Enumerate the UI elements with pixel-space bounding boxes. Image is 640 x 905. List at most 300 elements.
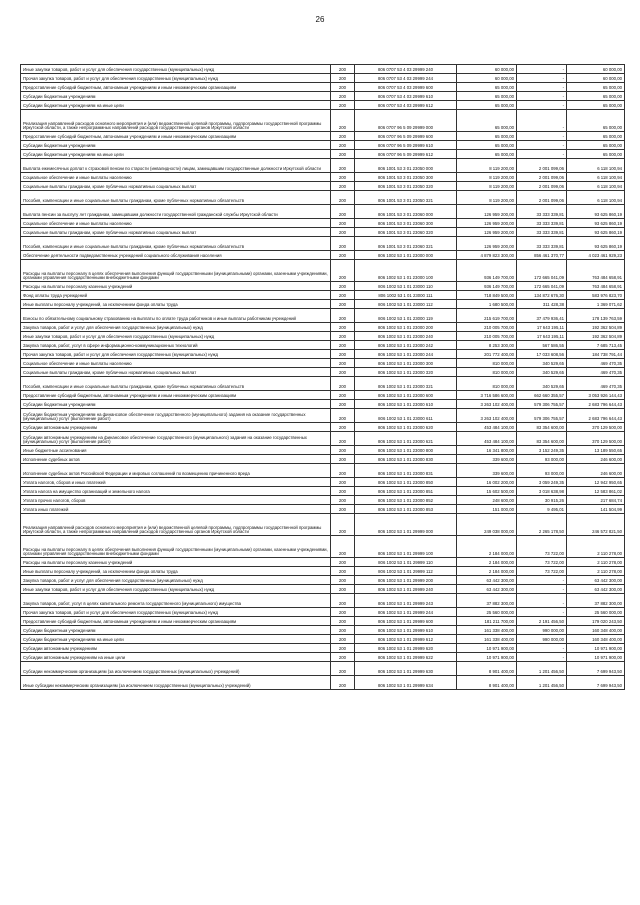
- row-name-cell: Прочая закупка товаров, работ и услуг для обеспечения государственных (муниципальных) нужд: [21, 74, 331, 83]
- row-approved-cell: 201 772 400,00: [457, 350, 517, 359]
- table-row: [21, 219, 625, 228]
- row-unexecuted-cell: 65 000,00: [567, 101, 625, 110]
- row-name-cell: Социальные выплаты гражданам, кроме публичных нормативных социальных выплат: [21, 182, 331, 191]
- row-code-cell: 200: [331, 323, 355, 332]
- row-classification-cell: 806 1002 53 1 01 29999 622: [355, 653, 457, 662]
- row-classification-cell: 806 1002 53 1 01 23000 240: [355, 332, 457, 341]
- row-name-cell: Реализация направлений расходов основного мероприятия и (или) ведомственной целевой программы, подпрограммы государственной программы Иркутской области, а также непрограммных направлений расходов государственных органов Иркутской области: [21, 514, 331, 536]
- row-name-cell: Предоставление субсидий бюджетным, автономным учреждениям и иным некоммерческим организациям: [21, 617, 331, 626]
- row-unexecuted-cell: 13 189 550,65: [567, 446, 625, 455]
- row-executed-cell: 856 461 370,77: [517, 251, 567, 260]
- row-classification-cell: 806 1002 53 1 01 23000 321: [355, 377, 457, 391]
- table-row: [21, 409, 625, 423]
- row-code-cell: 200: [331, 558, 355, 567]
- row-unexecuted-cell: 160 348 400,00: [567, 635, 625, 644]
- row-code-cell: 200: [331, 300, 355, 309]
- row-executed-cell: 1 201 456,50: [517, 676, 567, 690]
- row-code-cell: 200: [331, 332, 355, 341]
- row-classification-cell: 806 1001 53 3 01 23060 300: [355, 219, 457, 228]
- row-executed-cell: 33 333 339,81: [517, 219, 567, 228]
- table-row: [21, 92, 625, 101]
- row-approved-cell: 181 211 700,00: [457, 617, 517, 626]
- row-approved-cell: 453 484 100,00: [457, 423, 517, 432]
- row-code-cell: 200: [331, 65, 355, 74]
- row-executed-cell: 340 529,65: [517, 377, 567, 391]
- table-row: [21, 505, 625, 514]
- row-approved-cell: 2 184 000,00: [457, 536, 517, 558]
- row-classification-cell: 806 1002 53 1 01 23000 800: [355, 446, 457, 455]
- row-approved-cell: 8 253 300,00: [457, 341, 517, 350]
- row-code-cell: 200: [331, 205, 355, 219]
- row-approved-cell: 65 000,00: [457, 141, 517, 150]
- row-executed-cell: 134 872 676,30: [517, 291, 567, 300]
- row-approved-cell: 10 971 900,00: [457, 644, 517, 653]
- row-name-cell: Субсидии автономным учреждениям: [21, 423, 331, 432]
- row-unexecuted-cell: 60 000,00: [567, 65, 625, 74]
- row-approved-cell: 1 680 500,00: [457, 300, 517, 309]
- row-approved-cell: 3 716 586 600,00: [457, 391, 517, 400]
- table-row: [21, 101, 625, 110]
- row-approved-cell: 60 000,00: [457, 74, 517, 83]
- row-code-cell: 200: [331, 309, 355, 323]
- row-executed-cell: 2 191 456,50: [517, 617, 567, 626]
- table-row: [21, 323, 625, 332]
- row-code-cell: 200: [331, 341, 355, 350]
- row-executed-cell: -: [517, 150, 567, 159]
- row-code-cell: 200: [331, 291, 355, 300]
- row-approved-cell: 161 338 400,00: [457, 635, 517, 644]
- row-name-cell: Предоставление субсидий бюджетным, автономным учреждениям и иным некоммерческим организациям: [21, 391, 331, 400]
- row-classification-cell: 806 0707 96 5 09 29999 000: [355, 110, 457, 132]
- row-code-cell: 200: [331, 110, 355, 132]
- table-row: [21, 662, 625, 676]
- row-name-cell: Иные бюджетные ассигнования: [21, 446, 331, 455]
- row-unexecuted-cell: 6 118 100,94: [567, 191, 625, 205]
- row-unexecuted-cell: 2 683 796 644,43: [567, 400, 625, 409]
- table-row: [21, 173, 625, 182]
- row-approved-cell: 453 484 100,00: [457, 432, 517, 446]
- table-row: [21, 159, 625, 173]
- table-row: [21, 594, 625, 608]
- row-approved-cell: 8 119 200,00: [457, 182, 517, 191]
- table-row: [21, 400, 625, 409]
- row-name-cell: Реализация направлений расходов основного мероприятия и (или) ведомственной целевой программы, подпрограммы государственной программы Иркутской области, а также непрограммных направлений расходов государственных органов Иркутской области: [21, 110, 331, 132]
- row-unexecuted-cell: 10 971 900,00: [567, 644, 625, 653]
- table-row: [21, 141, 625, 150]
- table-row: [21, 478, 625, 487]
- row-approved-cell: 8 119 200,00: [457, 173, 517, 182]
- row-classification-cell: 806 1001 53 3 01 23050 000: [355, 159, 457, 173]
- row-approved-cell: 215 619 700,00: [457, 309, 517, 323]
- row-name-cell: Социальные выплаты гражданам, кроме публичных нормативных социальных выплат: [21, 228, 331, 237]
- row-code-cell: 200: [331, 567, 355, 576]
- row-unexecuted-cell: 6 118 100,94: [567, 159, 625, 173]
- row-executed-cell: 17 643 195,11: [517, 332, 567, 341]
- row-name-cell: Прочая закупка товаров, работ и услуг для обеспечения государственных (муниципальных) нужд: [21, 350, 331, 359]
- row-executed-cell: -: [517, 65, 567, 74]
- row-approved-cell: 4 879 823 300,00: [457, 251, 517, 260]
- row-code-cell: 200: [331, 159, 355, 173]
- row-classification-cell: 806 1002 53 1 01 23000 000: [355, 251, 457, 260]
- row-name-cell: Исполнение судебных актов: [21, 455, 331, 464]
- row-code-cell: 200: [331, 359, 355, 368]
- table-row: [21, 83, 625, 92]
- row-unexecuted-cell: 60 000,00: [567, 74, 625, 83]
- row-code-cell: 200: [331, 662, 355, 676]
- row-approved-cell: 65 000,00: [457, 110, 517, 132]
- row-unexecuted-cell: 1 369 071,62: [567, 300, 625, 309]
- row-classification-cell: 806 1002 53 1 01 29999 612: [355, 635, 457, 644]
- table-row: [21, 423, 625, 432]
- row-classification-cell: 806 1002 53 1 01 23000 621: [355, 432, 457, 446]
- row-executed-cell: -: [517, 576, 567, 585]
- row-unexecuted-cell: 184 738 791,44: [567, 350, 625, 359]
- row-executed-cell: -: [517, 585, 567, 594]
- table-row: [21, 237, 625, 251]
- table-row: [21, 487, 625, 496]
- row-classification-cell: 806 1002 53 1 01 29999 630: [355, 662, 457, 676]
- row-name-cell: Социальные выплаты гражданам, кроме публичных нормативных социальных выплат: [21, 368, 331, 377]
- row-code-cell: 200: [331, 368, 355, 377]
- row-approved-cell: 25 560 000,00: [457, 608, 517, 617]
- row-code-cell: 200: [331, 478, 355, 487]
- row-classification-cell: 806 1002 53 1 01 23000 830: [355, 455, 457, 464]
- row-unexecuted-cell: 12 942 950,65: [567, 478, 625, 487]
- row-approved-cell: 8 119 200,00: [457, 159, 517, 173]
- row-code-cell: 200: [331, 464, 355, 478]
- row-approved-cell: 210 005 700,00: [457, 323, 517, 332]
- row-unexecuted-cell: 763 484 658,91: [567, 282, 625, 291]
- row-approved-cell: 16 002 200,00: [457, 478, 517, 487]
- row-approved-cell: 248 600,00: [457, 496, 517, 505]
- row-executed-cell: 990 000,00: [517, 626, 567, 635]
- row-classification-cell: 806 1002 53 1 01 29999 200: [355, 576, 457, 585]
- row-unexecuted-cell: 7 699 943,50: [567, 662, 625, 676]
- table-row: [21, 205, 625, 219]
- row-code-cell: 200: [331, 182, 355, 191]
- row-code-cell: 200: [331, 377, 355, 391]
- row-name-cell: Иные закупки товаров, работ и услуг для обеспечения государственных (муниципальных) нужд: [21, 585, 331, 594]
- row-executed-cell: 340 529,65: [517, 359, 567, 368]
- row-unexecuted-cell: 63 442 300,00: [567, 576, 625, 585]
- row-classification-cell: 806 1002 53 1 01 23000 111: [355, 291, 457, 300]
- row-classification-cell: 806 1001 53 3 01 23050 320: [355, 182, 457, 191]
- row-executed-cell: -: [517, 141, 567, 150]
- row-unexecuted-cell: 93 625 860,19: [567, 237, 625, 251]
- row-classification-cell: 806 1002 53 1 01 23000 851: [355, 487, 457, 496]
- row-name-cell: Исполнение судебных актов Российской Федерации и мировых соглашений по возмещению причиненного вреда: [21, 464, 331, 478]
- row-executed-cell: 579 306 755,57: [517, 409, 567, 423]
- row-approved-cell: 15 602 500,00: [457, 487, 517, 496]
- row-unexecuted-cell: 65 000,00: [567, 92, 625, 101]
- row-unexecuted-cell: 583 976 823,70: [567, 291, 625, 300]
- row-code-cell: 200: [331, 487, 355, 496]
- row-approved-cell: 16 341 800,00: [457, 446, 517, 455]
- row-unexecuted-cell: 192 362 504,89: [567, 323, 625, 332]
- row-name-cell: Прочая закупка товаров, работ и услуг для обеспечения государственных (муниципальных) нужд: [21, 608, 331, 617]
- row-unexecuted-cell: 7 685 713,45: [567, 341, 625, 350]
- row-executed-cell: -: [517, 653, 567, 662]
- row-code-cell: 200: [331, 608, 355, 617]
- row-executed-cell: 172 665 041,09: [517, 282, 567, 291]
- row-approved-cell: 810 000,00: [457, 368, 517, 377]
- row-unexecuted-cell: 370 129 500,00: [567, 423, 625, 432]
- row-approved-cell: 10 971 900,00: [457, 653, 517, 662]
- row-unexecuted-cell: 763 484 658,91: [567, 260, 625, 282]
- table-body: [21, 65, 625, 690]
- row-unexecuted-cell: 2 683 796 644,43: [567, 409, 625, 423]
- row-classification-cell: 806 1002 53 1 01 29999 634: [355, 676, 457, 690]
- row-classification-cell: 806 1002 53 1 01 29999 100: [355, 536, 457, 558]
- row-classification-cell: 806 1002 53 1 01 23000 611: [355, 409, 457, 423]
- table-row: [21, 251, 625, 260]
- row-classification-cell: 806 1002 53 1 01 29999 600: [355, 617, 457, 626]
- row-code-cell: 200: [331, 219, 355, 228]
- row-executed-cell: 33 333 339,81: [517, 205, 567, 219]
- row-executed-cell: 17 033 608,56: [517, 350, 567, 359]
- row-code-cell: 200: [331, 141, 355, 150]
- row-code-cell: 200: [331, 626, 355, 635]
- row-code-cell: 200: [331, 505, 355, 514]
- row-unexecuted-cell: 12 583 861,02: [567, 487, 625, 496]
- row-classification-cell: 806 1002 53 1 01 29999 110: [355, 558, 457, 567]
- row-unexecuted-cell: 65 000,00: [567, 141, 625, 150]
- row-classification-cell: 806 0707 53 4 03 29999 244: [355, 74, 457, 83]
- row-executed-cell: 2 001 099,06: [517, 182, 567, 191]
- row-unexecuted-cell: 469 470,35: [567, 368, 625, 377]
- table-row: [21, 132, 625, 141]
- row-classification-cell: 806 1001 53 3 01 23050 321: [355, 191, 457, 205]
- row-executed-cell: 662 660 355,57: [517, 391, 567, 400]
- row-code-cell: 200: [331, 173, 355, 182]
- row-code-cell: 200: [331, 576, 355, 585]
- row-unexecuted-cell: 3 053 926 144,43: [567, 391, 625, 400]
- row-approved-cell: 126 959 200,00: [457, 205, 517, 219]
- row-unexecuted-cell: 469 470,35: [567, 359, 625, 368]
- table-row: [21, 110, 625, 132]
- row-name-cell: Расходы на выплаты персоналу казенных учреждений: [21, 282, 331, 291]
- row-executed-cell: 2 001 099,06: [517, 191, 567, 205]
- row-approved-cell: 249 038 000,00: [457, 514, 517, 536]
- row-approved-cell: 161 338 400,00: [457, 626, 517, 635]
- table-row: [21, 567, 625, 576]
- row-approved-cell: 718 849 500,00: [457, 291, 517, 300]
- row-classification-cell: 806 0707 53 4 03 29999 610: [355, 92, 457, 101]
- row-code-cell: 200: [331, 92, 355, 101]
- row-unexecuted-cell: 63 442 300,00: [567, 585, 625, 594]
- row-name-cell: Субсидии бюджетным учреждениям на иные цели: [21, 150, 331, 159]
- row-code-cell: 200: [331, 409, 355, 423]
- row-approved-cell: 126 959 200,00: [457, 228, 517, 237]
- row-classification-cell: 806 1002 53 1 01 23000 242: [355, 341, 457, 350]
- row-code-cell: 200: [331, 676, 355, 690]
- row-executed-cell: -: [517, 594, 567, 608]
- table-row: [21, 558, 625, 567]
- row-code-cell: 200: [331, 432, 355, 446]
- row-executed-cell: 3 018 638,98: [517, 487, 567, 496]
- row-unexecuted-cell: 65 000,00: [567, 150, 625, 159]
- row-classification-cell: 806 1002 53 1 01 29999 244: [355, 608, 457, 617]
- row-name-cell: Пособия, компенсации и иные социальные выплаты гражданам, кроме публичных нормативных обязательств: [21, 377, 331, 391]
- row-code-cell: 200: [331, 350, 355, 359]
- row-approved-cell: 936 149 700,00: [457, 260, 517, 282]
- row-approved-cell: 8 119 200,00: [457, 191, 517, 205]
- row-code-cell: 200: [331, 514, 355, 536]
- row-unexecuted-cell: 217 684,74: [567, 496, 625, 505]
- table-row: [21, 359, 625, 368]
- row-unexecuted-cell: 65 000,00: [567, 132, 625, 141]
- row-code-cell: 200: [331, 635, 355, 644]
- row-name-cell: Иные закупки товаров, работ и услуг для обеспечения государственных (муниципальных) нужд: [21, 332, 331, 341]
- table-row: [21, 182, 625, 191]
- row-name-cell: Субсидии бюджетным учреждениям: [21, 626, 331, 635]
- row-executed-cell: 73 722,00: [517, 558, 567, 567]
- row-code-cell: 200: [331, 446, 355, 455]
- row-unexecuted-cell: 160 348 400,00: [567, 626, 625, 635]
- row-unexecuted-cell: 2 110 278,00: [567, 558, 625, 567]
- table-row: [21, 368, 625, 377]
- row-executed-cell: 33 333 339,81: [517, 237, 567, 251]
- row-code-cell: 200: [331, 282, 355, 291]
- row-name-cell: Закупка товаров, работ и услуг для обеспечения государственных (муниципальных) нужд: [21, 576, 331, 585]
- row-executed-cell: 2 265 178,50: [517, 514, 567, 536]
- table-row: [21, 377, 625, 391]
- row-code-cell: 200: [331, 644, 355, 653]
- table-row: [21, 446, 625, 455]
- row-approved-cell: 810 000,00: [457, 359, 517, 368]
- row-name-cell: Субсидии автономным учреждениям на финансовое обеспечение государственного (муниципального) задания на оказание государственных (муниципальных) услуг (выполнение работ): [21, 432, 331, 446]
- row-approved-cell: 339 600,00: [457, 455, 517, 464]
- row-classification-cell: 806 1001 53 3 01 23060 000: [355, 205, 457, 219]
- row-approved-cell: 60 000,00: [457, 65, 517, 74]
- row-unexecuted-cell: 10 971 900,00: [567, 653, 625, 662]
- row-classification-cell: 806 0707 53 4 03 29999 600: [355, 83, 457, 92]
- row-code-cell: 200: [331, 237, 355, 251]
- row-approved-cell: 8 901 400,00: [457, 676, 517, 690]
- row-classification-cell: 806 1002 53 1 01 29999 243: [355, 594, 457, 608]
- row-approved-cell: 3 263 102 400,00: [457, 409, 517, 423]
- row-name-cell: Иные закупки товаров, работ и услуг для обеспечения государственных (муниципальных) нужд: [21, 65, 331, 74]
- row-classification-cell: 806 0707 96 5 09 29999 612: [355, 150, 457, 159]
- row-classification-cell: 806 1002 53 1 01 23000 600: [355, 391, 457, 400]
- table-row: [21, 464, 625, 478]
- row-unexecuted-cell: 370 129 500,00: [567, 432, 625, 446]
- row-code-cell: 200: [331, 228, 355, 237]
- row-executed-cell: 567 586,55: [517, 341, 567, 350]
- row-unexecuted-cell: 141 504,99: [567, 505, 625, 514]
- table-row: [21, 676, 625, 690]
- row-name-cell: Социальное обеспечение и иные выплаты населению: [21, 359, 331, 368]
- table-row: [21, 282, 625, 291]
- row-unexecuted-cell: 2 110 278,00: [567, 567, 625, 576]
- row-approved-cell: 810 000,00: [457, 377, 517, 391]
- row-name-cell: Закупка товаров, работ, услуг в целях капитального ремонта государственного (муниципального) имущества: [21, 594, 331, 608]
- row-name-cell: Предоставление субсидий бюджетным, автономным учреждениям и иным некоммерческим организациям: [21, 83, 331, 92]
- row-executed-cell: 2 001 099,06: [517, 159, 567, 173]
- row-executed-cell: 3 059 249,35: [517, 478, 567, 487]
- row-approved-cell: 2 184 000,00: [457, 558, 517, 567]
- row-unexecuted-cell: 7 699 943,50: [567, 676, 625, 690]
- row-executed-cell: 579 306 755,57: [517, 400, 567, 409]
- row-approved-cell: 210 005 700,00: [457, 332, 517, 341]
- row-approved-cell: 37 882 300,00: [457, 594, 517, 608]
- row-classification-cell: 806 0707 96 5 09 29999 600: [355, 132, 457, 141]
- row-code-cell: 200: [331, 150, 355, 159]
- row-unexecuted-cell: 6 118 100,94: [567, 173, 625, 182]
- table-row: [21, 228, 625, 237]
- row-name-cell: Уплата налога на имущество организаций и земельного налога: [21, 487, 331, 496]
- table-row: [21, 309, 625, 323]
- row-code-cell: 200: [331, 400, 355, 409]
- row-name-cell: Закупка товаров, работ, услуг в сфере информационно-коммуникационных технологий: [21, 341, 331, 350]
- row-code-cell: 200: [331, 617, 355, 626]
- row-executed-cell: -: [517, 83, 567, 92]
- row-executed-cell: -: [517, 74, 567, 83]
- row-classification-cell: 806 1002 53 1 01 23000 112: [355, 300, 457, 309]
- row-executed-cell: 3 152 249,35: [517, 446, 567, 455]
- row-approved-cell: 936 149 700,00: [457, 282, 517, 291]
- table-row: [21, 291, 625, 300]
- row-name-cell: Пособия, компенсации и иные социальные выплаты гражданам, кроме публичных нормативных обязательств: [21, 191, 331, 205]
- row-name-cell: Расходы на выплаты персоналу в целях обеспечения выполнения функций государственными (муниципальными) органами, казенными учреждениями, органами управления государственными внебюджетными фондами: [21, 260, 331, 282]
- row-unexecuted-cell: 37 882 300,00: [567, 594, 625, 608]
- row-name-cell: Субсидии автономным учреждениям на иные цели: [21, 653, 331, 662]
- row-approved-cell: 126 959 200,00: [457, 237, 517, 251]
- row-name-cell: Обеспечение деятельности подведомственных учреждений социального обслуживания населения: [21, 251, 331, 260]
- table-row: [21, 455, 625, 464]
- row-classification-cell: 806 1002 53 1 01 29999 000: [355, 514, 457, 536]
- row-unexecuted-cell: 93 625 860,19: [567, 205, 625, 219]
- row-name-cell: Пособия, компенсации и иные социальные выплаты гражданам, кроме публичных нормативных обязательств: [21, 237, 331, 251]
- row-unexecuted-cell: 246 600,00: [567, 464, 625, 478]
- row-code-cell: 200: [331, 594, 355, 608]
- row-executed-cell: -: [517, 110, 567, 132]
- table-row: [21, 514, 625, 536]
- table-row: [21, 608, 625, 617]
- row-classification-cell: 806 0707 53 4 03 29999 240: [355, 65, 457, 74]
- row-classification-cell: 806 1002 53 1 01 23000 620: [355, 423, 457, 432]
- row-unexecuted-cell: 179 020 243,50: [567, 617, 625, 626]
- row-executed-cell: 17 643 195,11: [517, 323, 567, 332]
- row-classification-cell: 806 1002 53 1 01 23000 852: [355, 496, 457, 505]
- row-classification-cell: 806 1002 53 1 01 23000 244: [355, 350, 457, 359]
- row-unexecuted-cell: 192 362 504,89: [567, 332, 625, 341]
- row-unexecuted-cell: 246 572 821,50: [567, 514, 625, 536]
- row-executed-cell: 2 001 099,06: [517, 173, 567, 182]
- row-name-cell: Субсидии некоммерческим организациям (за исключением государственных (муниципальных) учреждений): [21, 662, 331, 676]
- row-approved-cell: 3 263 102 400,00: [457, 400, 517, 409]
- row-code-cell: 200: [331, 653, 355, 662]
- row-code-cell: 200: [331, 74, 355, 83]
- row-approved-cell: 63 442 300,00: [457, 585, 517, 594]
- row-executed-cell: 93 000,00: [517, 464, 567, 478]
- row-classification-cell: 806 1002 53 1 01 23000 110: [355, 282, 457, 291]
- row-executed-cell: -: [517, 92, 567, 101]
- row-name-cell: Предоставление субсидий бюджетным, автономным учреждениям и иным некоммерческим организациям: [21, 132, 331, 141]
- row-approved-cell: 126 959 200,00: [457, 219, 517, 228]
- row-name-cell: Выплата пенсии за выслугу лет гражданам, замещавшим должности государственной гражданской службы Иркутской области: [21, 205, 331, 219]
- row-classification-cell: 806 1002 53 1 01 23000 300: [355, 359, 457, 368]
- row-name-cell: Субсидии бюджетным учреждениям на финансовое обеспечение государственного (муниципального) задания на оказание государственных (муниципальных) услуг (выполнение работ): [21, 409, 331, 423]
- row-classification-cell: 806 1002 53 1 01 23000 610: [355, 400, 457, 409]
- row-classification-cell: 806 1002 53 1 01 29999 620: [355, 644, 457, 653]
- row-unexecuted-cell: 2 110 278,00: [567, 536, 625, 558]
- row-approved-cell: 65 000,00: [457, 150, 517, 159]
- table-row: [21, 626, 625, 635]
- row-unexecuted-cell: 469 470,35: [567, 377, 625, 391]
- table-row: [21, 300, 625, 309]
- table-row: [21, 576, 625, 585]
